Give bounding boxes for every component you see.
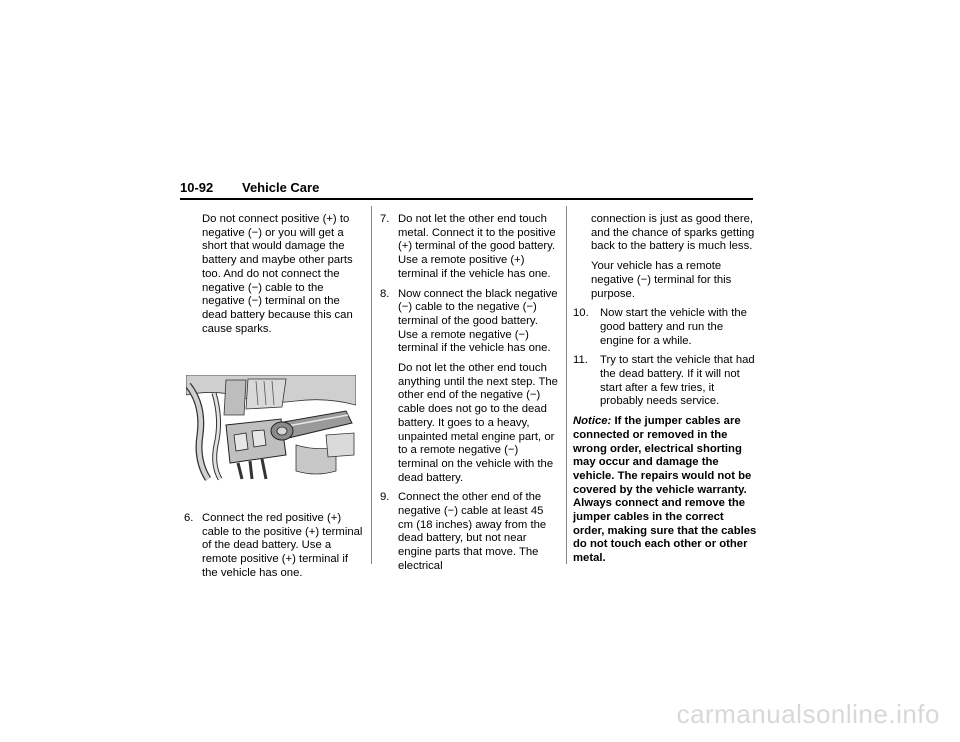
section-title: Vehicle Care <box>242 180 320 195</box>
column-2 <box>380 213 560 580</box>
page-header <box>180 180 753 200</box>
step-10 <box>573 307 758 348</box>
step-text: Now start the vehicle with the good battery and run the engine for a while. <box>600 307 747 347</box>
notice-text: If the jumper cables are connected or removed in the wrong order, electrical shorting may occur and damage the vehicle. The repairs would not be covered by the vehicle warranty. Always connect and remove the jumper cables in the correct order, making sure that the cables do not touch each other or other metal. <box>573 415 757 565</box>
step-text: Try to start the vehicle that had the dead battery. If it will not start after a few tries, it probably needs service. <box>600 354 755 408</box>
column-3 <box>573 213 758 572</box>
column-divider-1 <box>371 206 372 564</box>
warning-paragraph: Do not connect positive (+) to negative (−) or you will get a short that would damage the battery and maybe other parts too. And do not connect the negative (−) cable to the negative (−) terminal on the dead battery because this can cause sparks. <box>202 213 353 335</box>
step-text: Now connect the black negative (−) cable to the negative (−) terminal of the good battery. Use a remote negative (−) terminal if the vehicle has one. <box>398 287 558 355</box>
step-number: 9. <box>380 491 390 504</box>
step-text: Connect the red positive (+) cable to the positive (+) terminal of the dead battery. Use a remote positive (+) terminal if the vehicle has one. <box>202 512 363 579</box>
step-8 <box>380 288 560 357</box>
notice-block <box>573 415 758 566</box>
battery-terminal-illustration <box>186 375 356 481</box>
column-1 <box>184 213 364 587</box>
step-9 <box>380 491 560 573</box>
step-text: Connect the other end of the negative (−) cable at least 45 cm (18 inches) away from the dead battery, but not near engine parts that move. The electrical <box>398 491 547 572</box>
step-number: 11. <box>573 354 588 367</box>
remote-terminal-note: Your vehicle has a remote negative (−) terminal for this purpose. <box>591 260 732 300</box>
step-number: 6. <box>184 512 194 525</box>
page-number: 10-92 <box>180 180 214 195</box>
step-8-detail: Do not let the other end touch anything until the next step. The other end of the negative (−) cable does not go to the dead battery. It goes to a heavy, unpainted metal engine part, or to a remote negative (−) terminal on the vehicle with the dead battery. <box>398 362 558 484</box>
step-number: 7. <box>380 213 390 225</box>
step-6 <box>184 512 364 581</box>
notice-label: Notice: <box>573 415 612 428</box>
step-11 <box>573 354 758 409</box>
watermark: carmanualsonline.info <box>676 699 940 729</box>
step-number: 10. <box>573 307 589 320</box>
step-number: 8. <box>380 287 390 300</box>
column-divider-2 <box>566 206 567 564</box>
step-9-continued: connection is just as good there, and the chance of sparks getting back to the battery is much less. <box>591 213 755 253</box>
step-7 <box>380 213 560 282</box>
step-text: Do not let the other end touch metal. Connect it to the positive (+) terminal of the good battery. Use a remote positive (+) terminal if the vehicle has one. <box>398 213 556 280</box>
